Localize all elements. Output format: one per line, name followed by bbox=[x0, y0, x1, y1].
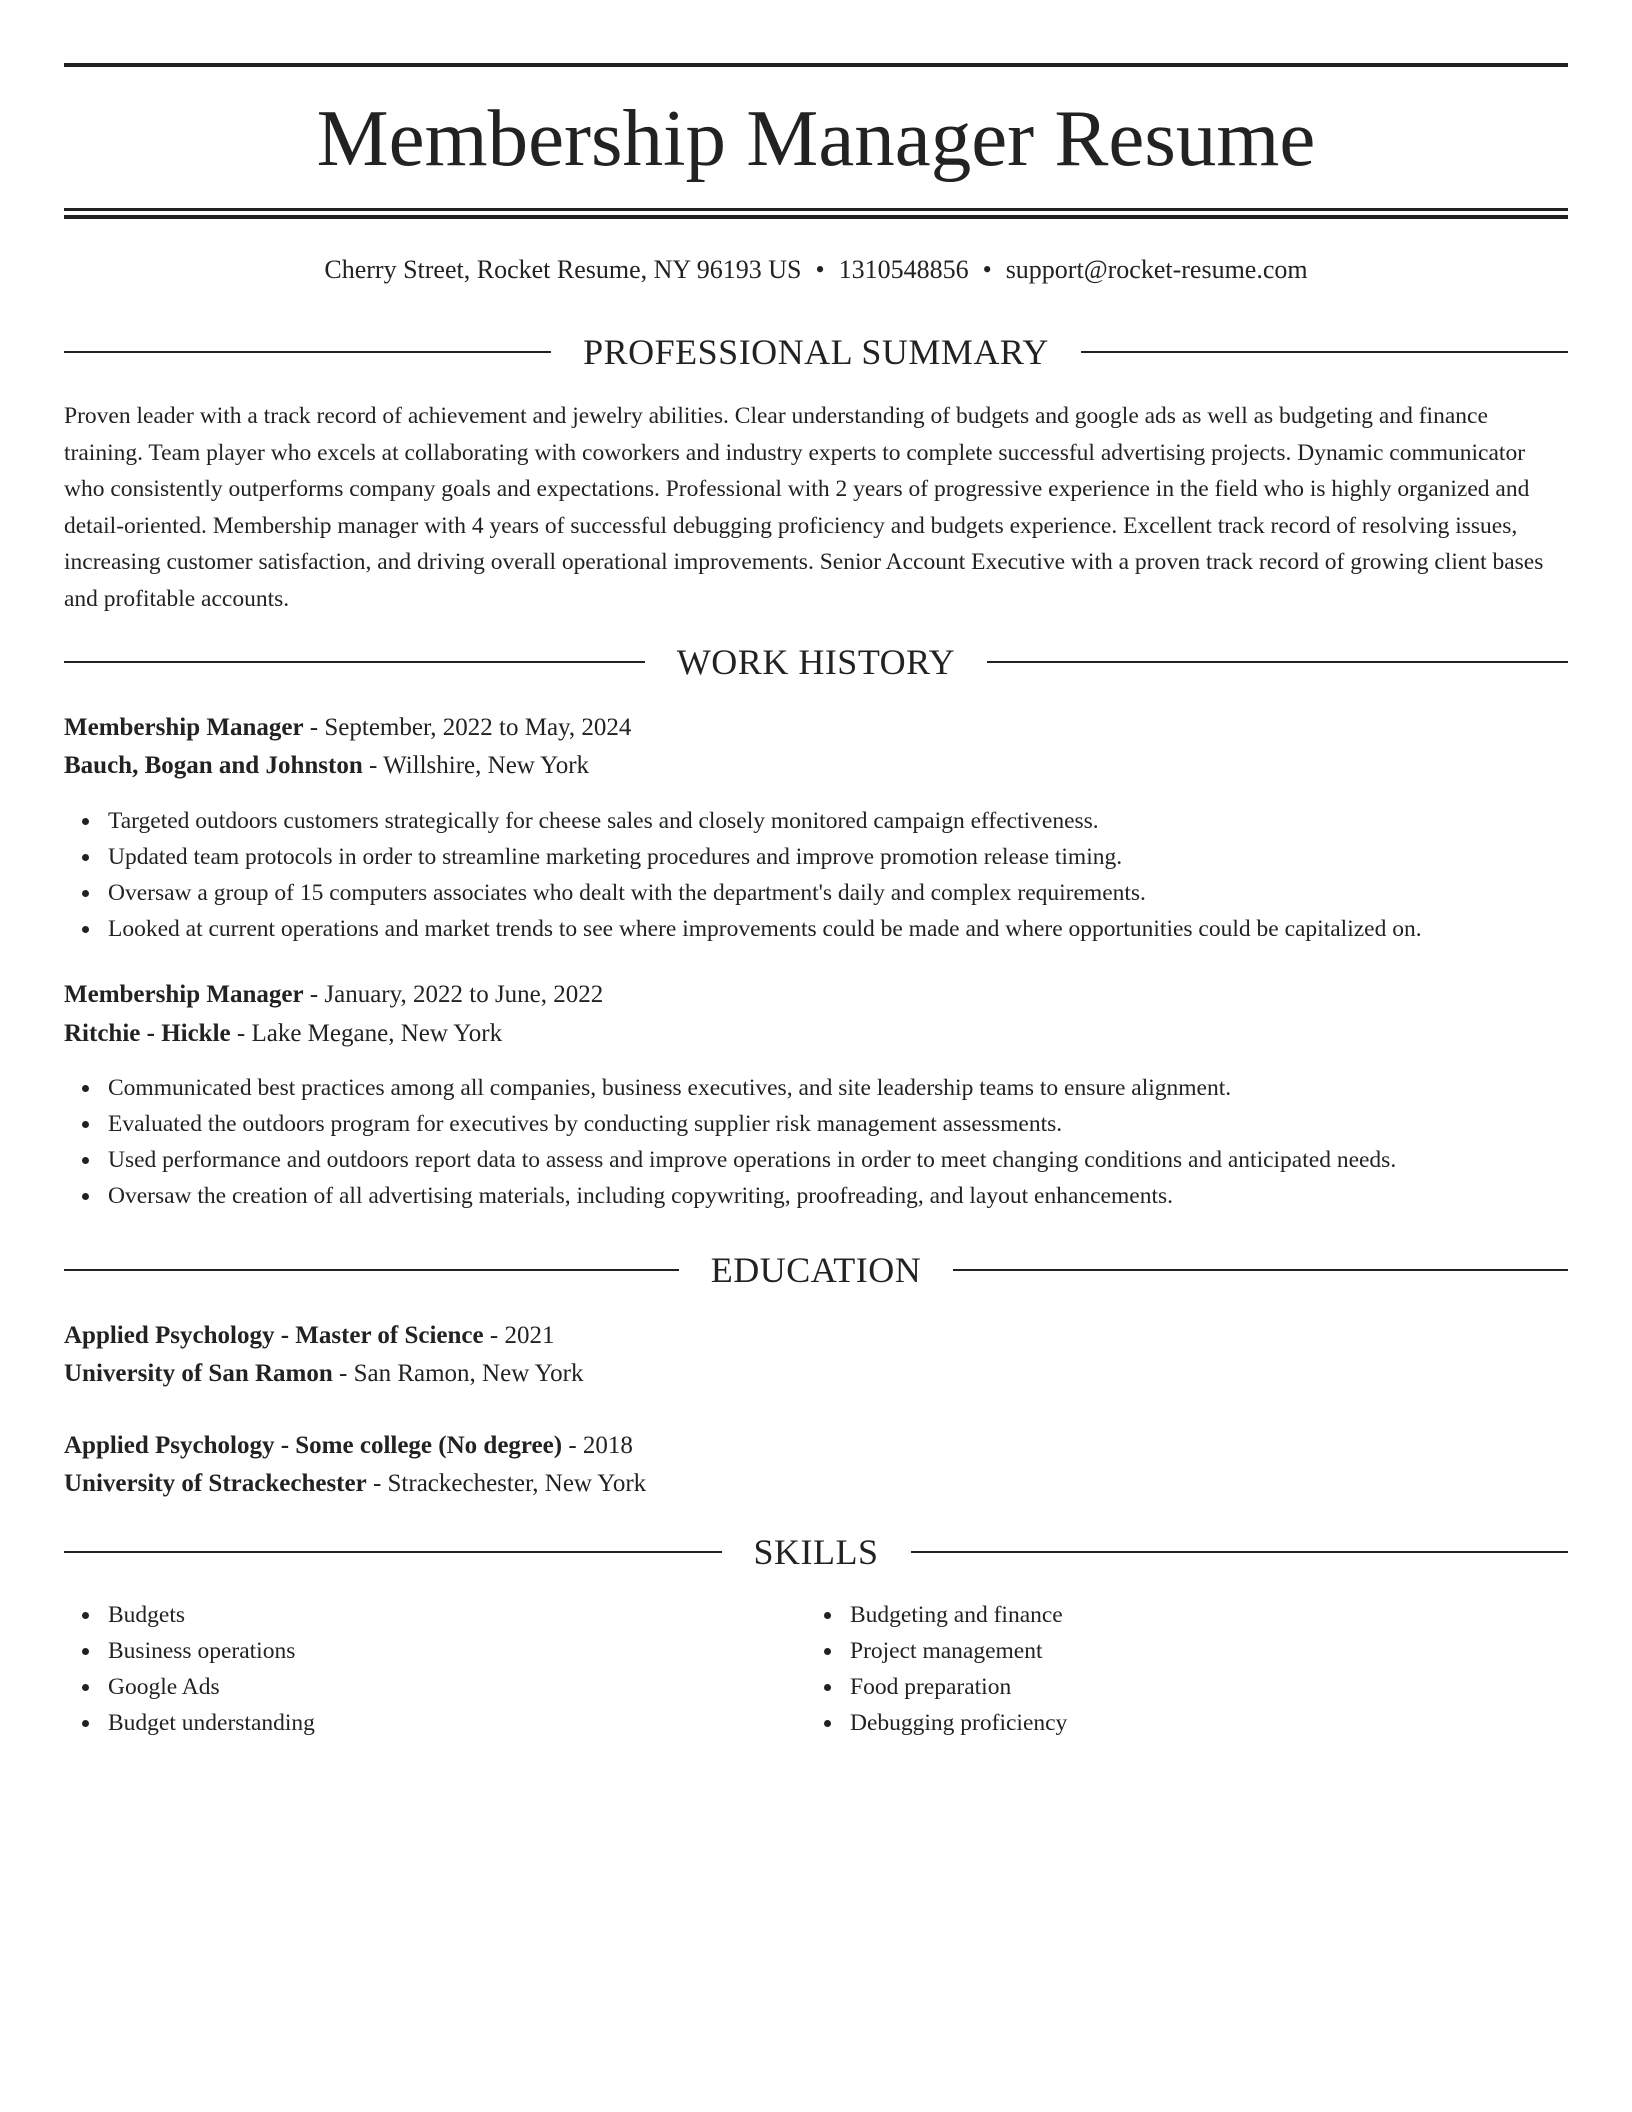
skill-item: Budget understanding bbox=[108, 1705, 748, 1741]
job-1-company-line bbox=[64, 748, 589, 784]
education-2-degree: Applied Psychology - Some college (No degree) bbox=[64, 1432, 563, 1459]
heading-rule-left bbox=[64, 351, 551, 353]
heading-rule-left bbox=[64, 1269, 679, 1271]
heading-rule-right bbox=[987, 661, 1568, 663]
education-2-location: - Strackechester, New York bbox=[366, 1470, 647, 1497]
contact-line bbox=[64, 252, 1568, 288]
resume-title: Membership Manager Resume bbox=[316, 93, 1316, 183]
skills-right-column bbox=[806, 1597, 1490, 1741]
skill-item: Google Ads bbox=[108, 1669, 748, 1705]
education-1-location: - San Ramon, New York bbox=[332, 1360, 584, 1387]
job-2-company-line bbox=[64, 1016, 502, 1052]
skills-section-heading bbox=[64, 1530, 1568, 1574]
list-item: Used performance and outdoors report data to assess and improve operations in order to meet changing conditions and anticipated needs. bbox=[108, 1142, 1612, 1178]
job-2-title: Membership Manager bbox=[64, 981, 304, 1008]
skills-heading: SKILLS bbox=[753, 1532, 879, 1572]
job-1-company: Bauch, Bogan and Johnston bbox=[64, 752, 363, 779]
list-item: Looked at current operations and market trends to see where improvements could be made and where opportunities could be capitalized on. bbox=[108, 911, 1612, 947]
education-2-year: - 2018 bbox=[562, 1432, 633, 1459]
skills-left-column bbox=[64, 1597, 748, 1741]
summary-section-heading bbox=[64, 330, 1568, 374]
list-item: Communicated best practices among all companies, business executives, and site leadership teams to ensure alignment. bbox=[108, 1070, 1612, 1106]
top-rule bbox=[64, 63, 1568, 67]
job-1-bullets bbox=[64, 803, 1612, 947]
job-2-location: - Lake Megane, New York bbox=[230, 1020, 503, 1047]
job-1-location: - Willshire, New York bbox=[362, 752, 590, 779]
work-section-heading bbox=[64, 640, 1568, 684]
summary-heading: PROFESSIONAL SUMMARY bbox=[583, 332, 1049, 372]
skill-item: Project management bbox=[850, 1633, 1490, 1669]
education-2-degree-line bbox=[64, 1428, 633, 1464]
list-item: Updated team protocols in order to streamline marketing procedures and improve promotion release timing. bbox=[108, 839, 1612, 875]
skill-item: Budgeting and finance bbox=[850, 1597, 1490, 1633]
list-item: Evaluated the outdoors program for executives by conducting supplier risk management assessments. bbox=[108, 1106, 1612, 1142]
title-rule-upper bbox=[64, 208, 1568, 211]
education-1-degree-line bbox=[64, 1318, 554, 1354]
education-1-school-line bbox=[64, 1356, 583, 1392]
job-1-title: Membership Manager bbox=[64, 714, 304, 741]
heading-rule-left bbox=[64, 1551, 722, 1553]
heading-rule-right bbox=[911, 1551, 1569, 1553]
education-heading: EDUCATION bbox=[710, 1250, 922, 1290]
job-1-title-line bbox=[64, 710, 631, 746]
contact-email: support@rocket-resume.com bbox=[1005, 255, 1308, 284]
title-rule-lower bbox=[64, 215, 1568, 219]
list-item: Oversaw a group of 15 computers associates who dealt with the department's daily and complex requirements. bbox=[108, 875, 1612, 911]
education-1-year: - 2021 bbox=[483, 1322, 555, 1349]
education-section-heading bbox=[64, 1248, 1568, 1292]
education-2-school: University of Strackechester bbox=[64, 1470, 367, 1497]
heading-rule-right bbox=[1081, 351, 1568, 353]
job-1-dates: - September, 2022 to May, 2024 bbox=[303, 714, 632, 741]
heading-rule-left bbox=[64, 661, 645, 663]
job-2-bullets bbox=[64, 1070, 1612, 1214]
skill-item: Business operations bbox=[108, 1633, 748, 1669]
job-2-title-line bbox=[64, 977, 603, 1013]
education-1-degree: Applied Psychology - Master of Science bbox=[64, 1322, 484, 1349]
heading-rule-right bbox=[953, 1269, 1568, 1271]
skill-item: Food preparation bbox=[850, 1669, 1490, 1705]
contact-separator: • bbox=[815, 255, 825, 284]
list-item: Oversaw the creation of all advertising materials, including copywriting, proofreading, and layout enhancements. bbox=[108, 1178, 1612, 1214]
education-1-school: University of San Ramon bbox=[64, 1360, 333, 1387]
work-heading: WORK HISTORY bbox=[676, 642, 956, 682]
skill-item: Budgets bbox=[108, 1597, 748, 1633]
contact-phone: 1310548856 bbox=[838, 255, 969, 284]
job-2-dates: - January, 2022 to June, 2022 bbox=[303, 981, 604, 1008]
list-item: Targeted outdoors customers strategically for cheese sales and closely monitored campaign effectiveness. bbox=[108, 803, 1612, 839]
job-2-company: Ritchie - Hickle bbox=[64, 1020, 231, 1047]
education-2-school-line bbox=[64, 1466, 646, 1502]
skill-item: Debugging proficiency bbox=[850, 1705, 1490, 1741]
contact-separator: • bbox=[982, 255, 992, 284]
summary-text: Proven leader with a track record of achievement and jewelry abilities. Clear understanding of budgets and google ads as well as budgeting and finance training. Team player who excels at collaborating with coworkers and industry experts to complete successful advertising projects. Dynamic communicator who consistently outperforms company goals and expectations. Professional with 2 years of progressive experience in the field who is highly organized and detail-oriented. Membership manager with 4 years of successful debugging proficiency and budgets experience. Excellent track record of resolving issues, increasing customer satisfaction, and driving overall operational improvements. Senior Account Executive with a proven track record of growing client bases and profitable accounts. bbox=[64, 403, 1544, 612]
contact-address: Cherry Street, Rocket Resume, NY 96193 US bbox=[324, 255, 802, 284]
